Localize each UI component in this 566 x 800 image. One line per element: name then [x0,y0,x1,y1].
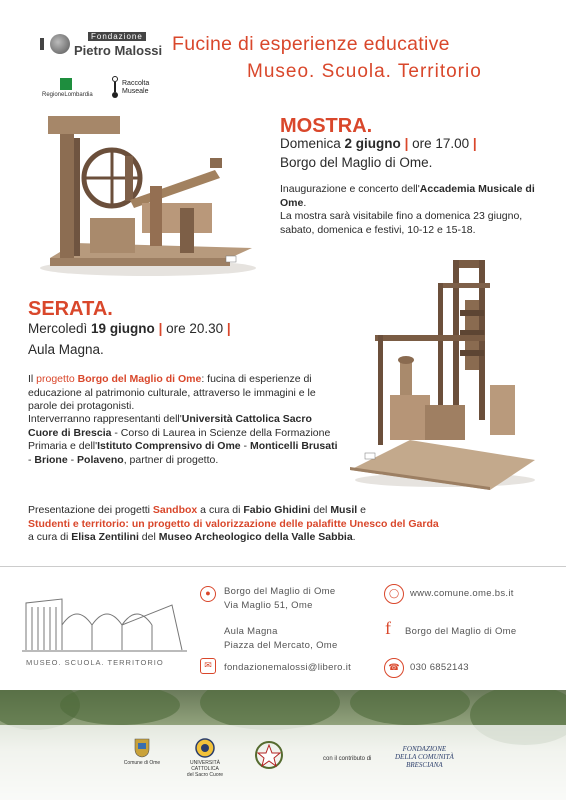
fondazione-logo [40,30,163,58]
footer-divider [0,566,566,567]
serata-paragraph-interverranno: Interverranno rappresentanti dell'Università Cattolica Sacro Cuore di Brescia - Corso di Laurea in Scienze della Formazione Primaria e dell'Istituto Comprensivo di Ome - Monticelli Brusati - Brione - Polaveno, partner di progetto. [28,413,338,466]
fondazione-comunita-bresciana-logo: FONDAZIONE DELLA COMUNITÀ BRESCIANA [395,745,454,769]
contributo-label: con il contributo di [323,756,372,762]
regione-lombardia-logo: RegioneLombardia [42,78,92,102]
address-aula: Aula Magna [224,626,278,637]
mostra-heading: MOSTRA. [280,115,373,137]
serata-paragraph-progetto: Il progetto Borgo del Maglio di Ome: fucina di esperienze di educazione al patrimonio culturale, attraverso le immagini e le parole dei protagonisti. [28,373,316,412]
mostra-datetime: Domenica 2 giugno | ore 17.00 | [280,136,477,151]
address-maglio: Borgo del Maglio di Ome [224,586,336,597]
page-subtitle: Museo. Scuola. Territorio [247,61,482,82]
raccolta-museale-logo: Raccolta Museale [112,76,172,102]
map-pin-icon: ● [200,586,216,602]
logo-small-text: Fondazione [88,32,146,41]
website-link[interactable]: www.comune.ome.bs.it [410,588,514,599]
phone-icon: ☎ [384,658,404,678]
maglio-model-photo-1 [30,108,260,280]
serata-heading: SERATA. [28,298,113,320]
maglio-model-photo-2 [340,255,540,490]
facebook-icon: f [385,618,391,638]
email-link[interactable]: fondazionemalossi@libero.it [224,662,352,673]
serata-place: Aula Magna. [28,342,104,357]
address-aula-street: Piazza del Mercato, Ome [224,640,338,651]
address-maglio-street: Via Maglio 51, Ome [224,600,313,611]
comune-ome-crest: Comune di Ome [122,738,162,766]
page-title: Fucine di esperienze educative [172,33,450,55]
logo-name: Pietro Malossi [74,43,163,58]
serata-datetime: Mercoledì 19 giugno | ore 20.30 | [28,321,231,336]
mostra-place: Borgo del Maglio di Ome. [280,155,433,170]
facebook-link[interactable]: Borgo del Maglio di Ome [405,626,517,637]
museo-scuola-territorio-logo: MUSEO. SCUOLA. TERRITORIO [22,585,187,665]
email-icon: ✉ [200,658,216,674]
italian-republic-emblem [252,740,286,772]
mostra-description: Inaugurazione e concerto dell'Accademia Musicale di Ome. La mostra sarà visitabile fino a domenica 23 giugno, sabato, domenica e festivi, 10-12 e 15-18. [280,183,535,236]
globe-icon: ◯ [384,584,404,604]
keyhole-icon [112,76,118,98]
serata-paragraph-presentazione: Presentazione dei progetti Sandbox a cura di Fabio Ghidini del Musil e Studenti e territorio: un progetto di valorizzazione delle palafitte Unesco del Garda a cura di Elisa Zentilini del Museo Archeologico della Valle Sabbia. [28,504,439,543]
universita-cattolica-logo: UNIVERSITÀ CATTOLICA del Sacro Cuore [183,738,227,778]
phone-number[interactable]: 030 6852143 [410,662,469,673]
